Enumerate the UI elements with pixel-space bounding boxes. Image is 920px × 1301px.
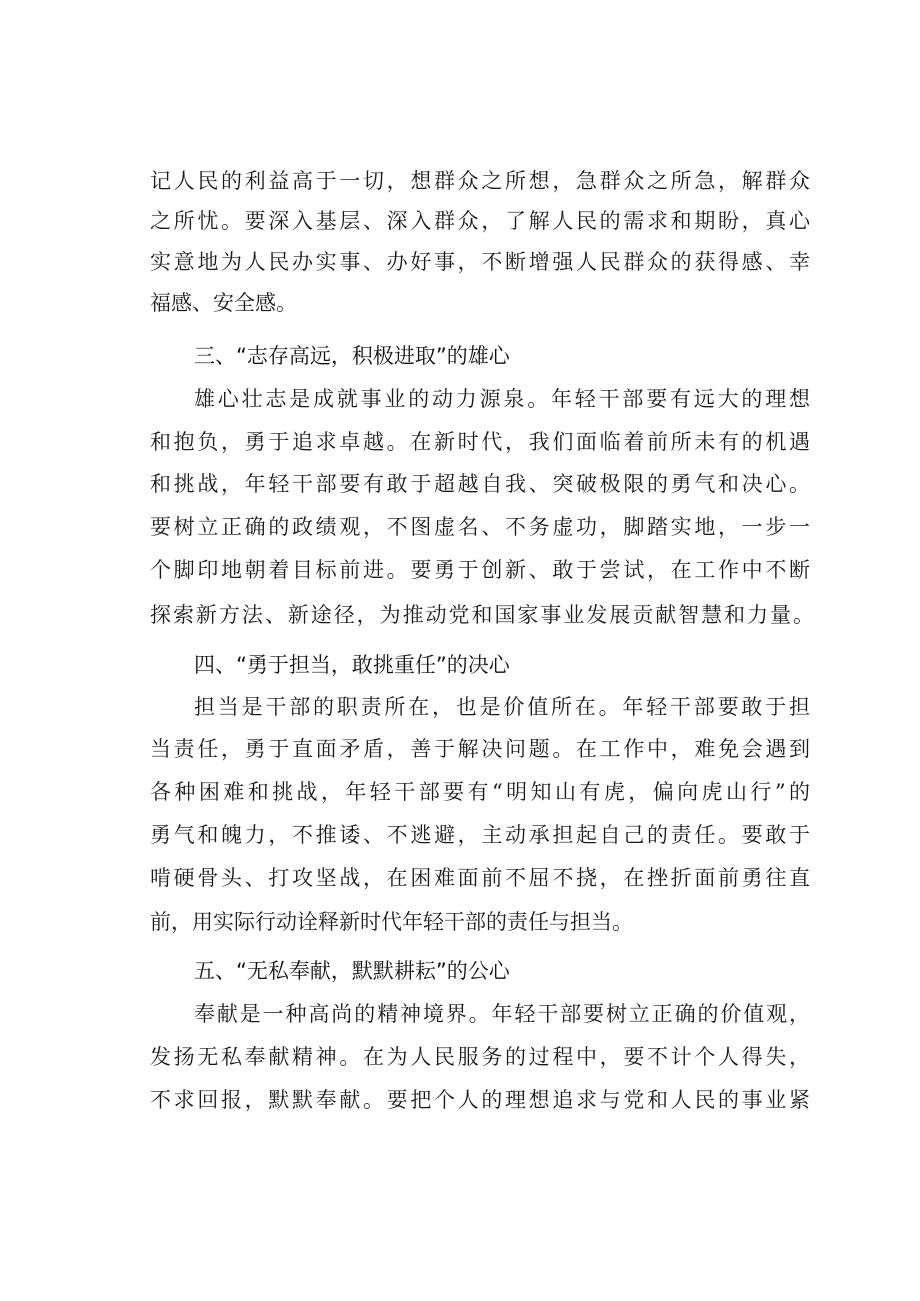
paragraph-line: 啃硬骨头、打攻坚战，在困难面前不屈不挠，在挫折面前勇往直 xyxy=(150,866,810,890)
paragraph-line: 担当是干部的职责所在，也是价值所在。年轻干部要敢于担 xyxy=(194,695,810,719)
section-heading-4: 四、“勇于担当，敢挑重任”的决心 xyxy=(194,653,510,677)
paragraph-line: 探索新方法、新途径，为推动党和国家事业发展贡献智慧和力量。 xyxy=(150,603,814,627)
paragraph-line: 和挑战，年轻干部要有敢于超越自我、突破极限的勇气和决心。 xyxy=(150,472,810,496)
paragraph-line: 要树立正确的政绩观，不图虚名、不务虚功，脚踏实地，一步一 xyxy=(150,515,810,539)
paragraph-line: 前，用实际行动诠释新时代年轻干部的责任与担当。 xyxy=(150,910,633,934)
paragraph-line: 个脚印地朝着目标前进。要勇于创新、敢于尝试，在工作中不断 xyxy=(150,558,810,582)
paragraph-line: 勇气和魄力，不推诿、不逃避，主动承担起自己的责任。要敢于 xyxy=(150,823,810,847)
paragraph-line: 发扬无私奉献精神。在为人民服务的过程中，要不计个人得失， xyxy=(150,1045,810,1069)
paragraph-line: 福感、安全感。 xyxy=(150,291,297,315)
paragraph-line: 不求回报，默默奉献。要把个人的理想追求与党和人民的事业紧 xyxy=(150,1088,810,1112)
paragraph-line: 之所忧。要深入基层、深入群众，了解人民的需求和期盼，真心 xyxy=(150,209,810,233)
paragraph-line: 和抱负，勇于追求卓越。在新时代，我们面临着前所未有的机遇 xyxy=(150,430,810,454)
paragraph-line: 各种困难和挑战，年轻干部要有“明知山有虎，偏向虎山行”的 xyxy=(150,780,810,804)
section-heading-3: 三、“志存高远，积极进取”的雄心 xyxy=(194,344,510,368)
paragraph-line: 奉献是一种高尚的精神境界。年轻干部要树立正确的价值观， xyxy=(194,1002,810,1026)
paragraph-line: 实意地为人民办实事、办好事，不断增强人民群众的获得感、幸 xyxy=(150,250,810,274)
paragraph-line: 记人民的利益高于一切，想群众之所想，急群众之所急，解群众 xyxy=(150,169,810,193)
paragraph-line: 当责任，勇于直面矛盾，善于解决问题。在工作中，难免会遇到 xyxy=(150,737,810,761)
paragraph-line: 雄心壮志是成就事业的动力源泉。年轻干部要有远大的理想 xyxy=(194,387,810,411)
section-heading-5: 五、“无私奉献，默默耕耘”的公心 xyxy=(194,959,510,983)
